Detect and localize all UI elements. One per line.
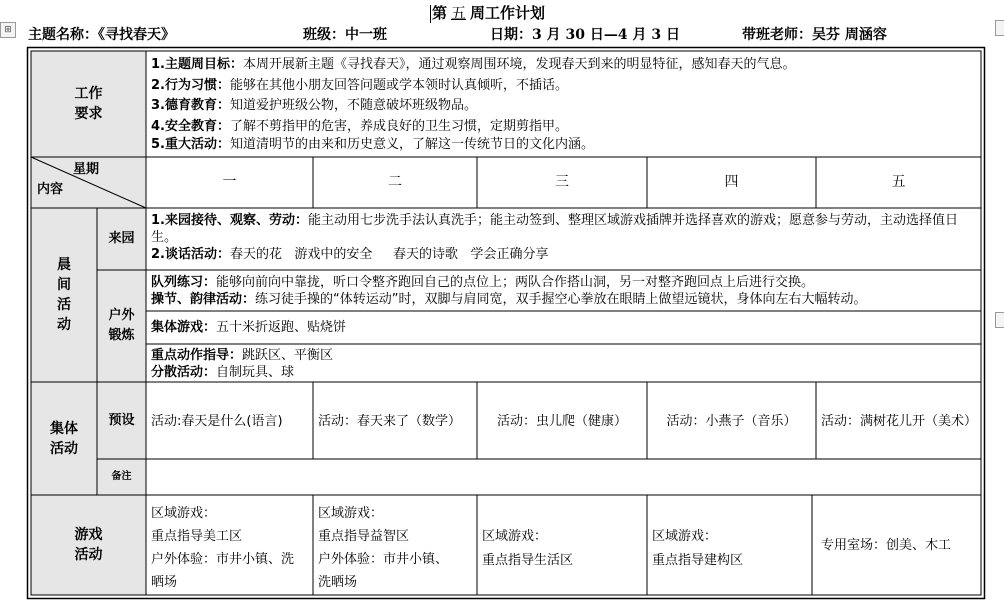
collective-activities-label: 集体 活动	[50, 420, 78, 457]
games-cell[interactable]: 区域游戏： 重点指导美工区 户外体验：市井小镇、洗 晒场	[151, 506, 295, 590]
collective-activity-cell[interactable]: 活动：满树花儿开（美术）	[821, 414, 978, 429]
collective-note-cell[interactable]	[146, 459, 981, 495]
week-number[interactable]: 五	[451, 4, 467, 22]
theme-name: 主题名称：《寻找春天》	[28, 27, 175, 43]
work-item: 3.德育教育：知道爱护班级公物，不随意破坏班级物品。	[151, 98, 477, 113]
weekday-header[interactable]: 一	[222, 174, 237, 190]
teachers: 带班老师：吴芬 周涵容	[742, 27, 887, 43]
work-item: 2.行为习惯：能够在其他小朋友回答问题或学本领时认真倾听，不插话。	[151, 77, 568, 93]
date-range: 日期：3 月 30 日—4 月 3 日	[490, 27, 680, 43]
table-move-handle-icon[interactable]: ⊞	[0, 22, 16, 38]
weekday-header[interactable]: 三	[555, 174, 569, 190]
preset-label: 预设	[108, 412, 135, 428]
work-item: 1.主题周目标：本周开展新主题《寻找春天》，通过观察周围环境，发现春天到来的明显特征，感知春天的气息。	[151, 57, 796, 72]
work-requirements-content[interactable]	[146, 55, 981, 157]
work-requirements-label: 工作 要求	[74, 86, 103, 122]
games-cell[interactable]: 区域游戏： 重点指导建构区	[652, 529, 744, 568]
document-title: 第 五 周工作计划	[432, 4, 546, 22]
outdoor-exercise-label: 户外 锻炼	[108, 308, 135, 343]
collective-activity-cell[interactable]: 活动：春天来了（数学）	[318, 414, 462, 429]
class-name: 班级：中一班	[303, 27, 387, 43]
arrival-content[interactable]: 1.来园接待、观察、劳动：能主动用七步洗手法认真洗手；能主动签到、整理区域游戏插牌并选择喜欢的游戏；愿意参与劳动，主动选择值日生。 2.谈话活动：春天的花 游戏中的安全 春天的诗歌 学会正确分享	[151, 213, 958, 262]
weekday-header[interactable]: 四	[724, 174, 739, 190]
outdoor-queue-content[interactable]: 队列练习：能够向前向中靠拢，听口令整齐跑回自己的点位上；两队合作搭山洞，另一对整齐跑回点上后进行交换。 操节、韵律活动：练习徒手操的“体转运动”时，双脚与肩同宽，双手握空心拳放在眼睛上做望远镜状，身体向左右大幅转动。	[151, 275, 867, 307]
focus-scatter-content[interactable]: 重点动作指导：跳跃区、平衡区 分散活动：自制玩具、球	[151, 348, 334, 380]
collective-activity-cell[interactable]: 活动:春天是什么(语言)	[151, 414, 283, 429]
games-cell[interactable]: 专用室场：创美、木工	[821, 537, 952, 553]
weekday-header[interactable]: 五	[891, 174, 906, 190]
collective-activity-cell[interactable]: 活动：虫儿爬（健康）	[496, 414, 627, 429]
text-cursor	[430, 5, 431, 23]
collective-activity-cell[interactable]: 活动：小燕子（音乐）	[666, 414, 797, 429]
weekday-header[interactable]: 二	[388, 174, 402, 190]
group-game-content[interactable]: 集体游戏：五十米折返跑、贴烧饼	[151, 320, 347, 335]
weekday-corner-label: 星期	[73, 162, 100, 177]
games-activities-label: 游戏 活动	[74, 527, 103, 563]
work-item: 5.重大活动：知道清明节的由来和历史意义，了解这一传统节日的文化内涵。	[151, 137, 594, 152]
arrival-label: 来园	[108, 231, 135, 246]
morning-activities-label: 晨 间 活 动	[57, 257, 71, 333]
note-label: 备注	[111, 471, 132, 482]
games-cell[interactable]: 区域游戏： 重点指导益智区 户外体验：市井小镇、 洗晒场	[318, 506, 449, 590]
games-cell[interactable]: 区域游戏： 重点指导生活区	[482, 529, 574, 568]
right-margin-marker-top	[995, 20, 1004, 36]
content-corner-label: 内容	[37, 182, 64, 197]
right-margin-marker-middle	[995, 312, 1004, 328]
work-item: 4.安全教育：了解不剪指甲的危害，养成良好的卫生习惯，定期剪指甲。	[151, 118, 568, 134]
